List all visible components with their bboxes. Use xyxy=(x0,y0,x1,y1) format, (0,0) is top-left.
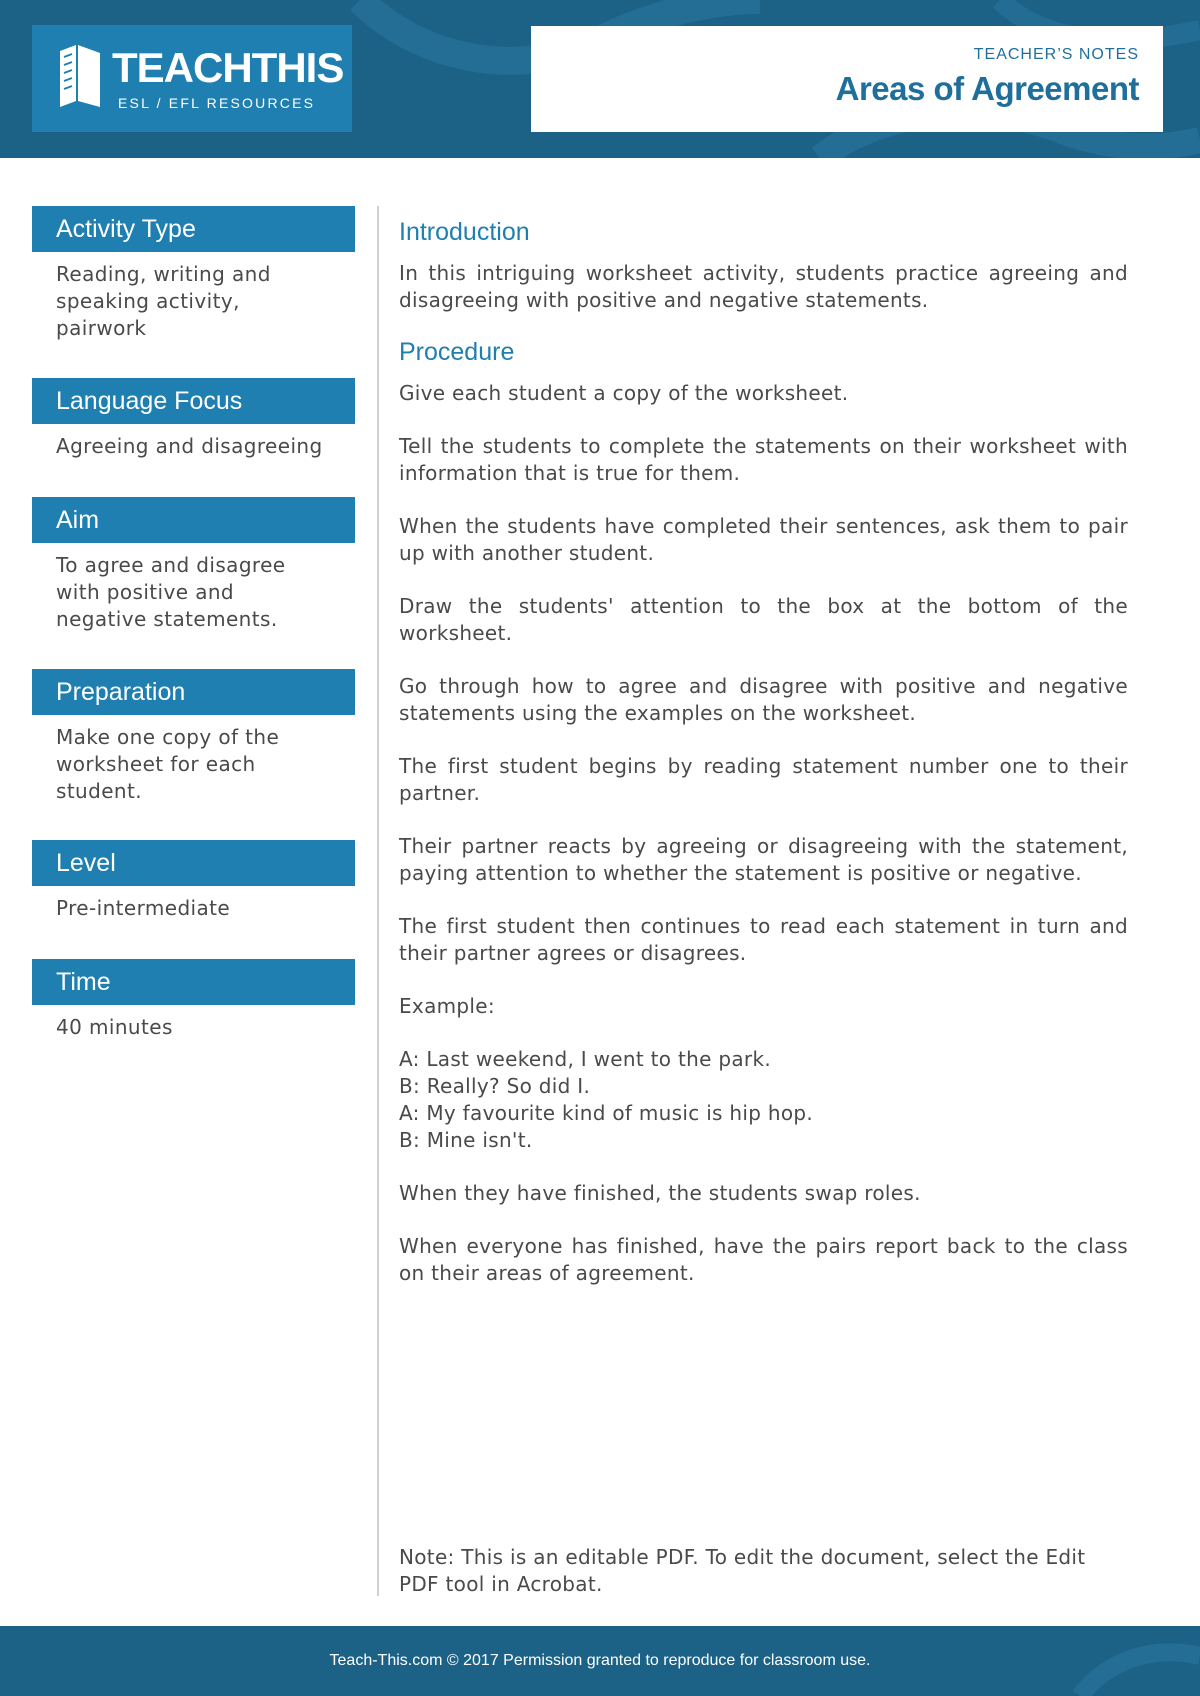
example-line: A: My favourite kind of music is hip hop. xyxy=(399,1101,814,1125)
procedure-step: Give each student a copy of the worksheet. xyxy=(399,381,849,405)
page-header xyxy=(0,0,1200,158)
logo-subtitle: ESL / EFL RESOURCES xyxy=(118,95,316,111)
sidebar-line: student. xyxy=(56,779,143,803)
procedure-step: Tell the students to complete the statements on their worksheet with information that is true for them. xyxy=(399,434,1128,485)
sidebar-line: negative statements. xyxy=(56,607,278,631)
sidebar-line: worksheet for each xyxy=(56,752,256,776)
editable-pdf-note: Note: This is an editable PDF. To edit the document, select the Edit PDF tool in Acrobat. xyxy=(399,1545,1086,1596)
sidebar-line: speaking activity, xyxy=(56,289,240,313)
footer-copyright: Teach-This.com © 2017 Permission granted to reproduce for classroom use. xyxy=(329,1652,871,1669)
sidebar-time xyxy=(32,959,355,1041)
logo-text: TEACHTHIS xyxy=(112,44,344,91)
column-divider xyxy=(377,206,379,1596)
example-line: A: Last weekend, I went to the park. xyxy=(399,1047,771,1071)
closing-paragraph: When they have finished, the students swap roles. xyxy=(399,1181,921,1205)
page-footer xyxy=(0,1626,1200,1696)
procedure-heading: Procedure xyxy=(399,338,515,366)
sidebar-language-focus xyxy=(32,378,355,460)
main-content xyxy=(399,206,1128,1287)
sidebar-line: Make one copy of the xyxy=(56,725,280,749)
procedure-step: Draw the students' attention to the box at the bottom of the worksheet. xyxy=(399,594,1128,645)
sidebar-content xyxy=(32,715,355,805)
sidebar-content xyxy=(32,886,355,922)
sidebar-content xyxy=(32,543,355,633)
sidebar-line: Pre-intermediate xyxy=(56,896,231,920)
example-dialogue xyxy=(399,1046,1128,1154)
procedure-step: When the students have completed their sentences, ask them to pair up with another student. xyxy=(399,514,1128,565)
example-line: B: Really? So did I. xyxy=(399,1074,591,1098)
procedure-step: The first student then continues to read each statement in turn and their partner agrees or disagrees. xyxy=(399,914,1128,965)
sidebar-line: Reading, writing and xyxy=(56,262,271,286)
intro-heading: Introduction xyxy=(399,218,530,246)
book-logo-icon xyxy=(54,41,108,111)
sidebar-heading: Level xyxy=(32,840,355,886)
closing-paragraph: When everyone has finished, have the pairs report back to the class on their areas of agreement. xyxy=(399,1234,1128,1285)
teachers-notes-label: TEACHER’S NOTES xyxy=(973,46,1139,63)
sidebar-line: pairwork xyxy=(56,316,147,340)
sidebar-heading: Aim xyxy=(32,497,355,543)
procedure-step: Their partner reacts by agreeing or disagreeing with the statement, paying attention to whether the statement is positive or negative. xyxy=(399,834,1128,885)
sidebar-content xyxy=(32,252,355,342)
sidebar-heading: Language Focus xyxy=(32,378,355,424)
sidebar-line: 40 minutes xyxy=(56,1015,173,1039)
sidebar-heading: Activity Type xyxy=(32,206,355,252)
procedure-step: The first student begins by reading statement number one to their partner. xyxy=(399,754,1128,805)
sidebar-heading: Preparation xyxy=(32,669,355,715)
sidebar-level xyxy=(32,840,355,922)
title-panel xyxy=(531,26,1163,132)
sidebar-content xyxy=(32,1005,355,1041)
page-title: Areas of Agreement xyxy=(835,70,1139,107)
sidebar-line: To agree and disagree xyxy=(56,553,286,577)
sidebar-aim xyxy=(32,497,355,633)
example-line: B: Mine isn't. xyxy=(399,1128,533,1152)
sidebar-heading: Time xyxy=(32,959,355,1005)
intro-paragraph: In this intriguing worksheet activity, students practice agreeing and disagreeing with positive and negative statements. xyxy=(399,261,1128,312)
procedure-step: Go through how to agree and disagree with positive and negative statements using the examples on the worksheet. xyxy=(399,674,1128,725)
sidebar-content xyxy=(32,424,355,460)
sidebar-line: Agreeing and disagreeing xyxy=(56,434,323,458)
logo xyxy=(32,25,352,132)
sidebar-line: with positive and xyxy=(56,580,235,604)
sidebar-activity-type xyxy=(32,206,355,342)
sidebar-preparation xyxy=(32,669,355,805)
example-label: Example: xyxy=(399,994,495,1018)
